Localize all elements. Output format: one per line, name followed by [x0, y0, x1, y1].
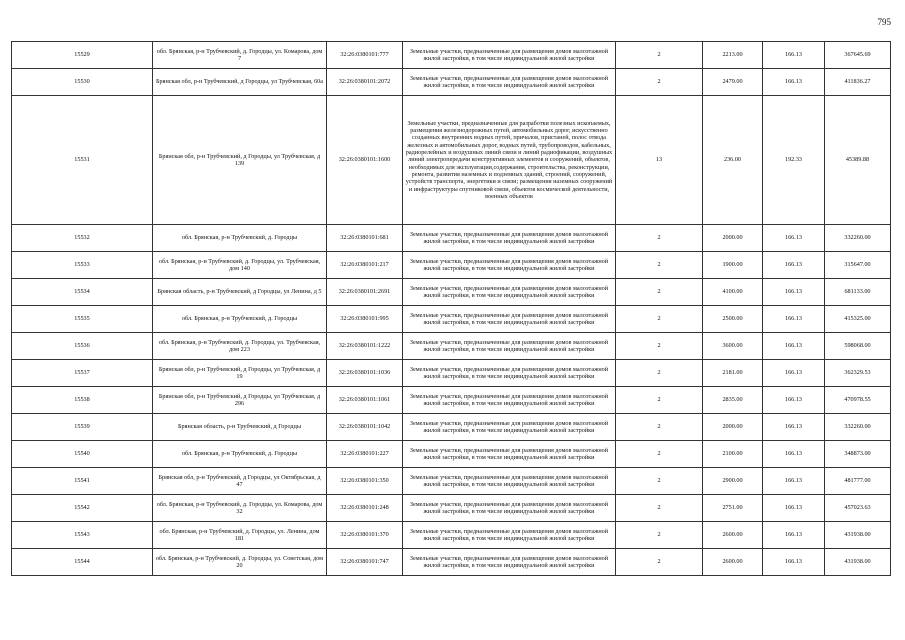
specific-value-cell: 166.13	[763, 225, 825, 252]
address-cell: обл. Брянская, р-н Трубчевский, д. Городцы	[153, 441, 327, 468]
area-cell: 2000.00	[703, 414, 763, 441]
group-cell: 2	[616, 225, 703, 252]
group-cell: 2	[616, 495, 703, 522]
address-cell: Брянская область, р-н Трубчевский, д Городцы, ул Ленина, д 5	[153, 279, 327, 306]
group-cell: 2	[616, 42, 703, 69]
group-cell: 2	[616, 387, 703, 414]
address-cell: Брянская обл, р-н Трубчевский, д Городцы, ул Трубчевская, 60а	[153, 69, 327, 96]
row-number-cell: 15543	[12, 522, 153, 549]
table-row	[12, 279, 891, 306]
address-cell: Брянская обл, р-н Трубчевский, д Городцы, ул Трубчевская, д 19	[153, 360, 327, 387]
cadastral-value-cell: 431938.00	[825, 549, 891, 576]
row-number-cell: 15533	[12, 252, 153, 279]
row-number-cell: 15532	[12, 225, 153, 252]
cadastral-number-cell: 32:26:0380101:1222	[327, 333, 403, 360]
group-cell: 2	[616, 360, 703, 387]
address-cell: Брянская область, р-н Трубчевский, д Городцы	[153, 414, 327, 441]
table-row	[12, 549, 891, 576]
cadastral-value-cell: 45389.88	[825, 96, 891, 225]
cadastral-value-cell: 457023.63	[825, 495, 891, 522]
cadastral-value-cell: 332260.00	[825, 414, 891, 441]
table-row	[12, 42, 891, 69]
cadastral-value-cell: 598068.00	[825, 333, 891, 360]
area-cell: 2900.00	[703, 468, 763, 495]
land-use-cell: Земельные участки, предназначенные для размещения домов малоэтажной жилой застройки, в том числе индивидуальной жилой застройки	[403, 225, 616, 252]
cadastral-number-cell: 32:26:0380101:227	[327, 441, 403, 468]
address-cell: Брянская обл, р-н Трубчевский, д Городцы, ул Трубчевская, д 296	[153, 387, 327, 414]
specific-value-cell: 166.13	[763, 279, 825, 306]
table-row	[12, 414, 891, 441]
address-cell: обл. Брянская, р-н Трубчевский, д. Городцы, ул. Комарова, дом 7	[153, 42, 327, 69]
address-cell: обл. Брянская, р-н Трубчевский, д. Городцы, ул. Комарова, дом 32	[153, 495, 327, 522]
land-use-cell: Земельные участки, предназначенные для размещения домов малоэтажной жилой застройки, в том числе индивидуальной жилой застройки	[403, 333, 616, 360]
address-cell: обл. Брянская, р-н Трубчевский, д. Городцы	[153, 306, 327, 333]
land-use-cell: Земельные участки, предназначенные для размещения домов малоэтажной жилой застройки, в том числе индивидуальной жилой застройки	[403, 522, 616, 549]
address-cell: обл. Брянская, р-н Трубчевский, д. Городцы, ул. Ленина, дом 181	[153, 522, 327, 549]
group-cell: 2	[616, 306, 703, 333]
row-number-cell: 15541	[12, 468, 153, 495]
area-cell: 1900.00	[703, 252, 763, 279]
land-use-cell: Земельные участки, предназначенные для размещения домов малоэтажной жилой застройки, в том числе индивидуальной жилой застройки	[403, 495, 616, 522]
specific-value-cell: 166.13	[763, 306, 825, 333]
land-use-cell: Земельные участки, предназначенные для разработки полезных ископаемых, размещения железнодорожных путей, автомобильных дорог, искусственно созданных внутренних водных путей, причалов, пристаней, полос отвода железных и автомобильных дорог, водных путей, трубопроводов, кабельных, радиорелейных и воздушных линий связи и линий радиофикации, воздушных линий электропередачи конструктивных элементов и сооружений, объектов, необходимых для эксплуатации,содержания, строительства, реконструкции, ремонта, развития наземных и подземных зданий, строений, сооружений, устройств транспорта, энергетики и связи; размещения наземных сооружений и инфраструктуры спутниковой связи, объектов космической деятельности, военных объектов	[403, 96, 616, 225]
table-row	[12, 495, 891, 522]
land-use-cell: Земельные участки, предназначенные для размещения домов малоэтажной жилой застройки, в том числе индивидуальной жилой застройки	[403, 42, 616, 69]
cadastral-number-cell: 32:26:0380101:2072	[327, 69, 403, 96]
table-body	[12, 42, 891, 576]
specific-value-cell: 166.13	[763, 387, 825, 414]
group-cell: 2	[616, 414, 703, 441]
table-row	[12, 69, 891, 96]
cadastral-value-cell: 332260.00	[825, 225, 891, 252]
specific-value-cell: 166.13	[763, 42, 825, 69]
cadastral-value-cell: 362329.53	[825, 360, 891, 387]
area-cell: 2600.00	[703, 549, 763, 576]
cadastral-number-cell: 32:26:0380101:1061	[327, 387, 403, 414]
address-cell: Брянская обл, р-н Трубчевский, д Городцы, ул Трубчевская, д 139	[153, 96, 327, 225]
row-number-cell: 15538	[12, 387, 153, 414]
specific-value-cell: 166.13	[763, 522, 825, 549]
specific-value-cell: 166.13	[763, 333, 825, 360]
land-registry-table	[11, 41, 891, 576]
land-use-cell: Земельные участки, предназначенные для размещения домов малоэтажной жилой застройки, в том числе индивидуальной жилой застройки	[403, 279, 616, 306]
specific-value-cell: 166.13	[763, 549, 825, 576]
group-cell: 2	[616, 279, 703, 306]
group-cell: 2	[616, 522, 703, 549]
cadastral-number-cell: 32:26:0380101:777	[327, 42, 403, 69]
cadastral-number-cell: 32:26:0380101:747	[327, 549, 403, 576]
land-use-cell: Земельные участки, предназначенные для размещения домов малоэтажной жилой застройки, в том числе индивидуальной жилой застройки	[403, 441, 616, 468]
specific-value-cell: 166.13	[763, 69, 825, 96]
address-cell: Брянская обл, р-н Трубчевский, д Городцы, ул Октябрьская, д 47	[153, 468, 327, 495]
row-number-cell: 15534	[12, 279, 153, 306]
group-cell: 2	[616, 333, 703, 360]
table-row	[12, 333, 891, 360]
cadastral-number-cell: 32:26:0380101:248	[327, 495, 403, 522]
specific-value-cell: 166.13	[763, 495, 825, 522]
land-use-cell: Земельные участки, предназначенные для размещения домов малоэтажной жилой застройки, в том числе индивидуальной жилой застройки	[403, 69, 616, 96]
cadastral-number-cell: 32:26:0380101:350	[327, 468, 403, 495]
row-number-cell: 15536	[12, 333, 153, 360]
cadastral-value-cell: 367645.69	[825, 42, 891, 69]
cadastral-value-cell: 411836.27	[825, 69, 891, 96]
table-row	[12, 387, 891, 414]
area-cell: 2100.00	[703, 441, 763, 468]
address-cell: обл. Брянская, р-н Трубчевский, д. Городцы, ул. Трубчевская, дом 223	[153, 333, 327, 360]
row-number-cell: 15537	[12, 360, 153, 387]
cadastral-number-cell: 32:26:0380101:681	[327, 225, 403, 252]
land-use-cell: Земельные участки, предназначенные для размещения домов малоэтажной жилой застройки, в том числе индивидуальной жилой застройки	[403, 306, 616, 333]
specific-value-cell: 166.13	[763, 252, 825, 279]
row-number-cell: 15535	[12, 306, 153, 333]
cadastral-value-cell: 470978.55	[825, 387, 891, 414]
area-cell: 2000.00	[703, 225, 763, 252]
cadastral-number-cell: 32:26:0380101:370	[327, 522, 403, 549]
area-cell: 2600.00	[703, 522, 763, 549]
group-cell: 2	[616, 69, 703, 96]
group-cell: 2	[616, 441, 703, 468]
cadastral-number-cell: 32:26:0380101:1042	[327, 414, 403, 441]
area-cell: 2500.00	[703, 306, 763, 333]
land-use-cell: Земельные участки, предназначенные для размещения домов малоэтажной жилой застройки, в том числе индивидуальной жилой застройки	[403, 549, 616, 576]
cadastral-value-cell: 315647.00	[825, 252, 891, 279]
page-number: 795	[877, 17, 891, 27]
table-row	[12, 441, 891, 468]
area-cell: 2751.00	[703, 495, 763, 522]
table-row	[12, 252, 891, 279]
cadastral-number-cell: 32:26:0380101:1600	[327, 96, 403, 225]
cadastral-number-cell: 32:26:0380101:217	[327, 252, 403, 279]
land-use-cell: Земельные участки, предназначенные для размещения домов малоэтажной жилой застройки, в том числе индивидуальной жилой застройки	[403, 414, 616, 441]
area-cell: 4100.00	[703, 279, 763, 306]
row-number-cell: 15529	[12, 42, 153, 69]
specific-value-cell: 166.13	[763, 414, 825, 441]
address-cell: обл. Брянская, р-н Трубчевский, д. Городцы	[153, 225, 327, 252]
table-row	[12, 306, 891, 333]
specific-value-cell: 192.33	[763, 96, 825, 225]
cadastral-value-cell: 431938.00	[825, 522, 891, 549]
area-cell: 2213.00	[703, 42, 763, 69]
row-number-cell: 15539	[12, 414, 153, 441]
area-cell: 3600.00	[703, 333, 763, 360]
cadastral-number-cell: 32:26:0380101:1036	[327, 360, 403, 387]
cadastral-number-cell: 32:26:0380101:995	[327, 306, 403, 333]
land-use-cell: Земельные участки, предназначенные для размещения домов малоэтажной жилой застройки, в том числе индивидуальной жилой застройки	[403, 360, 616, 387]
row-number-cell: 15530	[12, 69, 153, 96]
specific-value-cell: 166.13	[763, 360, 825, 387]
land-use-cell: Земельные участки, предназначенные для размещения домов малоэтажной жилой застройки, в том числе индивидуальной жилой застройки	[403, 468, 616, 495]
land-use-cell: Земельные участки, предназначенные для размещения домов малоэтажной жилой застройки, в том числе индивидуальной жилой застройки	[403, 252, 616, 279]
land-use-cell: Земельные участки, предназначенные для размещения домов малоэтажной жилой застройки, в том числе индивидуальной жилой застройки	[403, 387, 616, 414]
table-row	[12, 96, 891, 225]
cadastral-value-cell: 481777.00	[825, 468, 891, 495]
cadastral-value-cell: 348873.00	[825, 441, 891, 468]
row-number-cell: 15542	[12, 495, 153, 522]
row-number-cell: 15540	[12, 441, 153, 468]
area-cell: 2181.00	[703, 360, 763, 387]
group-cell: 2	[616, 549, 703, 576]
row-number-cell: 15544	[12, 549, 153, 576]
table-row	[12, 468, 891, 495]
cadastral-value-cell: 415325.00	[825, 306, 891, 333]
area-cell: 2835.00	[703, 387, 763, 414]
area-cell: 2479.00	[703, 69, 763, 96]
cadastral-number-cell: 32:26:0380101:2691	[327, 279, 403, 306]
address-cell: обл. Брянская, р-н Трубчевский, д. Городцы, ул. Трубчевская, дом 140	[153, 252, 327, 279]
cadastral-value-cell: 681133.00	[825, 279, 891, 306]
group-cell: 2	[616, 468, 703, 495]
group-cell: 13	[616, 96, 703, 225]
table-row	[12, 225, 891, 252]
specific-value-cell: 166.13	[763, 468, 825, 495]
address-cell: обл. Брянская, р-н Трубчевский, д. Городцы, ул. Советская, дом 20	[153, 549, 327, 576]
specific-value-cell: 166.13	[763, 441, 825, 468]
table-row	[12, 522, 891, 549]
area-cell: 236.00	[703, 96, 763, 225]
group-cell: 2	[616, 252, 703, 279]
row-number-cell: 15531	[12, 96, 153, 225]
table-row	[12, 360, 891, 387]
